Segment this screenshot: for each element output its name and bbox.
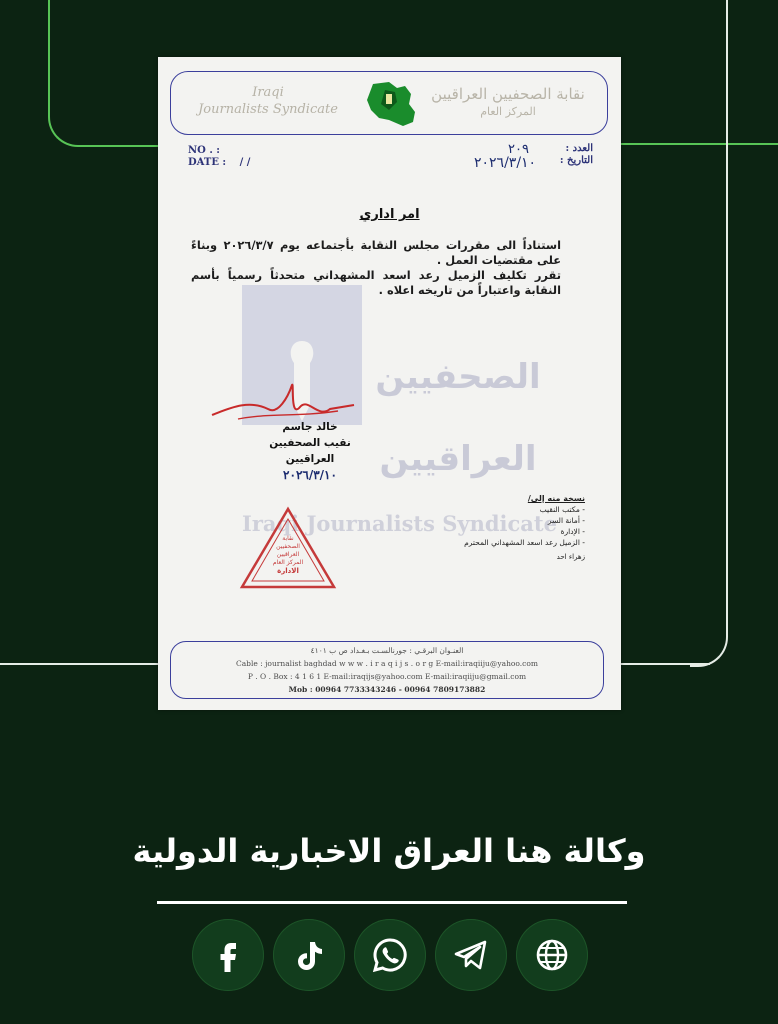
- no-label: NO . :: [188, 145, 220, 156]
- agency-name: وكالة هنا العراق الاخبارية الدولية: [132, 832, 646, 870]
- watermark-ar-line2: العراقيين: [379, 439, 537, 479]
- facebook-icon: [208, 935, 248, 975]
- footer-line: العنـوان البرقـي : جورنالسـت بـغـداد ص ب ٤١٠١: [310, 646, 464, 655]
- signer-title: نقيب الصحفيين العراقيين: [269, 437, 351, 465]
- agency-divider: [157, 901, 627, 904]
- letterhead-english-name: [193, 84, 343, 118]
- signer-name: خالد جاسم: [282, 421, 338, 433]
- document-body: [191, 238, 561, 298]
- ref-fields-ar: [560, 143, 593, 167]
- letterhead-en-line1: Iraqi: [252, 85, 284, 100]
- footer-line: Cable : journalist baghdad w w w . i r a q i j s . o r g E-mail:iraqiiju@yahoo.com: [235, 659, 539, 668]
- copies-heading: نسخة منه إلى/: [527, 494, 585, 503]
- watermark-ar-line1: الصحفيين: [375, 357, 541, 397]
- whatsapp-button[interactable]: [354, 919, 426, 991]
- decor-frame-line: [48, 0, 170, 147]
- copies-item: - أمانة السر: [385, 515, 585, 526]
- decor-frame-line: [620, 663, 710, 665]
- document-title: [158, 207, 621, 222]
- letterhead-arabic-name: [423, 86, 593, 120]
- date-slashes: / /: [239, 157, 251, 168]
- copies-item: - الإدارة: [385, 526, 585, 537]
- iraq-map-logo: [359, 80, 421, 128]
- ar-date-label: التاريخ :: [559, 155, 593, 166]
- stamp-line: العراقيين: [276, 551, 300, 558]
- website-button[interactable]: [516, 919, 588, 991]
- ar-no-label: العدد :: [565, 143, 593, 154]
- tiktok-button[interactable]: [273, 919, 345, 991]
- copies-item: - مكتب النقيب: [385, 504, 585, 515]
- stamp-text: [252, 535, 324, 575]
- copies-item: - الزميل رعد اسعد المشهداني المحترم: [385, 537, 585, 548]
- whatsapp-icon: [370, 935, 410, 975]
- document-title-text: امر اداري: [359, 207, 420, 222]
- stamp-line: المركز العام: [272, 559, 304, 566]
- ref-number-value: ٢٠٩: [508, 142, 529, 157]
- telegram-button[interactable]: [435, 919, 507, 991]
- stamp-line: الصحفيين: [276, 543, 300, 550]
- letterhead: [170, 71, 608, 135]
- tiktok-icon: [289, 935, 329, 975]
- letterhead-en-line2: Journalists Syndicate: [198, 102, 338, 117]
- stamp-line: الادارة: [277, 567, 299, 575]
- letterhead-ar-line1: نقابة الصحفيين العراقيين: [431, 85, 585, 103]
- footer-line: Mob : 00964 7733343246 - 00964 7809173882: [288, 685, 486, 694]
- decor-frame-line: [690, 0, 728, 667]
- ref-date-value: ٢٠٢٦/٣/١٠: [474, 155, 537, 171]
- letterhead-ar-line2: المركز العام: [480, 105, 536, 118]
- globe-icon: [532, 935, 572, 975]
- decor-frame-line: [600, 143, 778, 145]
- signer-date: ٢٠٢٦/٣/١٠: [283, 468, 337, 482]
- ref-fields-en: [188, 145, 250, 169]
- copies-list: [385, 493, 585, 563]
- telegram-icon: [451, 935, 491, 975]
- date-label: DATE :: [188, 157, 227, 168]
- body-paragraph: تقرر تكليف الزميل رعد اسعد المشهداني متحدثاً رسمياً بأسم النقابة واعتباراً من تاريخه اعلاه .: [191, 268, 561, 297]
- watermark-en: Iraqi Journalists Syndicate: [242, 511, 557, 536]
- body-paragraph: استناداً الى مقررات مجلس النقابة بأجتماعه يوم ٢٠٢٦/٣/٧ وبناءً على مقتضيات العمل .: [191, 238, 561, 267]
- signer-block: [250, 419, 370, 483]
- stamp-line: نقابة: [282, 535, 294, 542]
- document-photo: [158, 57, 621, 710]
- copies-initials: زهراء احد: [556, 553, 585, 561]
- facebook-button[interactable]: [192, 919, 264, 991]
- decor-frame-line: [0, 663, 160, 665]
- footer-line: P . O . Box : 4 1 6 1 E-mail:iraqijs@yahoo.com E-mail:iraqiiju@gmail.com: [247, 672, 527, 681]
- letter-footer: [170, 641, 604, 699]
